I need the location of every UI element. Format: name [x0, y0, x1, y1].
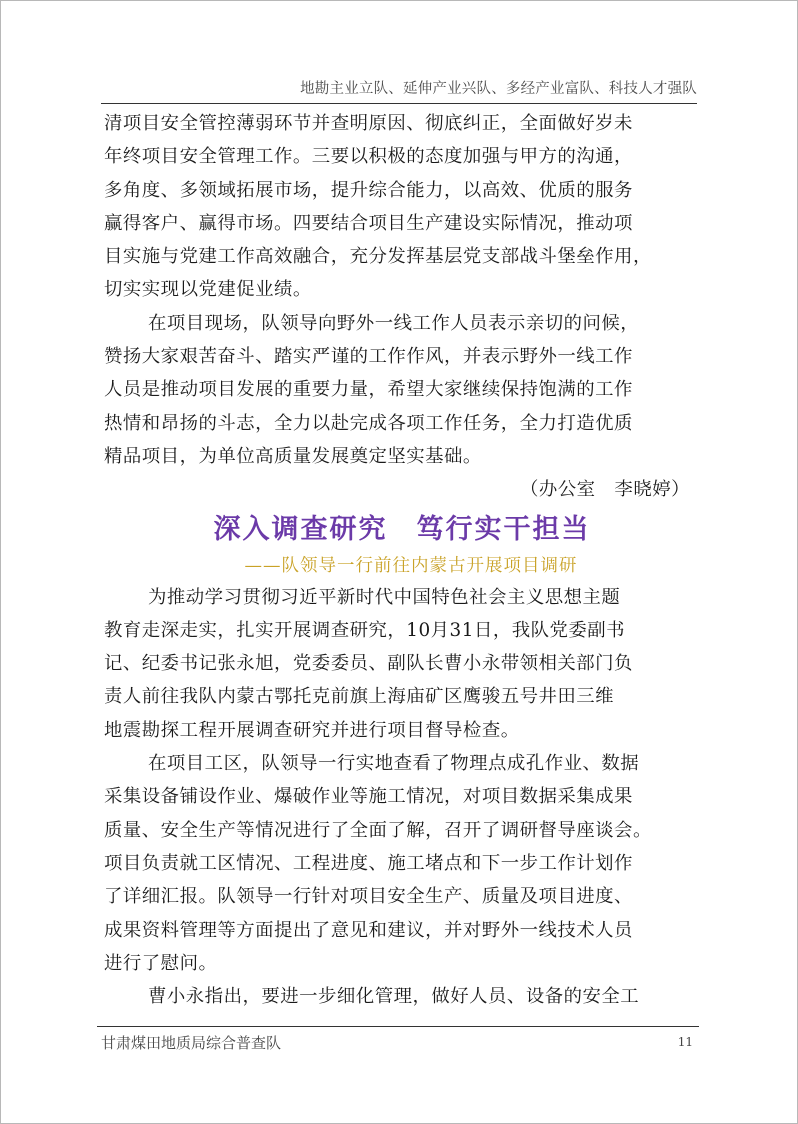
text-line: 目实施与党建工作高效融合，充分发挥基层党支部战斗堡垒作用， [104, 246, 652, 268]
footer-divider [97, 1026, 699, 1027]
text-line: 精品项目，为单位高质量发展奠定坚实基础。 [104, 445, 482, 467]
text-line: 记、纪委书记张永旭，党委委员、副队长曹小永带领相关部门负 [104, 653, 633, 675]
page-number: 11 [677, 1035, 693, 1049]
header-divider [101, 103, 697, 104]
text-line: 成果资料管理等方面提出了意见和建议，并对野外一线技术人员 [104, 919, 633, 941]
text-line: 多角度、多领域拓展市场，提升综合能力，以高效、优质的服务 [104, 179, 633, 201]
text-line: 采集设备铺设作业、爆破作业等施工情况，对项目数据采集成果 [104, 786, 633, 808]
article1-continued-paragraph [104, 107, 700, 307]
text-line: 年终项目安全管理工作。三要以积极的态度加强与甲方的沟通， [104, 146, 633, 168]
text-line: 进行了慰问。 [104, 952, 218, 974]
text-line: 质量、安全生产等情况进行了全面了解，召开了调研督导座谈会。 [104, 819, 652, 841]
text-line: 地震勘探工程开展调查研究并进行项目督导检查。 [104, 719, 520, 741]
article1-paragraph-2 [104, 307, 700, 473]
article2-title: 深入调查研究 笃行实干担当 [213, 513, 591, 545]
text-line: 了详细汇报。队领导一行针对项目安全生产、质量及项目进度、 [104, 886, 633, 908]
text-line: 清项目安全管控薄弱环节并查明原因、彻底纠正，全面做好岁未 [104, 113, 633, 134]
text-line: 赞扬大家艰苦奋斗、踏实严谨的工作作风，并表示野外一线工作 [104, 346, 633, 368]
article2-subtitle: ——队领导一行前往内蒙古开展项目调研 [244, 555, 578, 576]
article2-paragraph-2 [104, 747, 700, 980]
text-line: 项目负责就工区情况、工程进度、施工堵点和下一步工作计划作 [104, 852, 633, 874]
text-line: 为推动学习贯彻习近平新时代中国特色社会主义思想主题 [148, 586, 621, 608]
text-line: 热情和昂扬的斗志，全力以赴完成各项工作任务，全力打造优质 [104, 412, 633, 434]
text-line: 责人前往我队内蒙古鄂托克前旗上海庙矿区鹰骏五号井田三维 [104, 686, 615, 708]
text-line: 在项目现场，队领导向野外一线工作人员表示亲切的问候， [148, 312, 640, 334]
text-line: 赢得客户、赢得市场。四要结合项目生产建设实际情况，推动项 [104, 212, 633, 234]
text-line: 在项目工区，队领导一行实地查看了物理点成孔作业、数据 [148, 753, 640, 775]
page-header-slogan: 地勘主业立队、延伸产业兴队、多经产业富队、科技人才强队 [300, 81, 697, 97]
text-line: 切实实现以党建促业绩。 [104, 279, 312, 301]
article2-paragraph-1 [104, 581, 700, 747]
text-line: 曹小永指出，要进一步细化管理，做好人员、设备的安全工 [148, 986, 640, 1008]
article-body [104, 107, 700, 1013]
article1-signature: （办公室 李晓婷） [519, 479, 690, 501]
footer-organization: 甘肃煤田地质局综合普查队 [101, 1034, 282, 1052]
text-line: 人员是推动项目发展的重要力量，希望大家继续保持饱满的工作 [104, 379, 633, 401]
article2-paragraph-3 [104, 980, 700, 1013]
text-line: 教育走深走实，扎实开展调查研究，10月31日，我队党委副书 [104, 619, 626, 641]
